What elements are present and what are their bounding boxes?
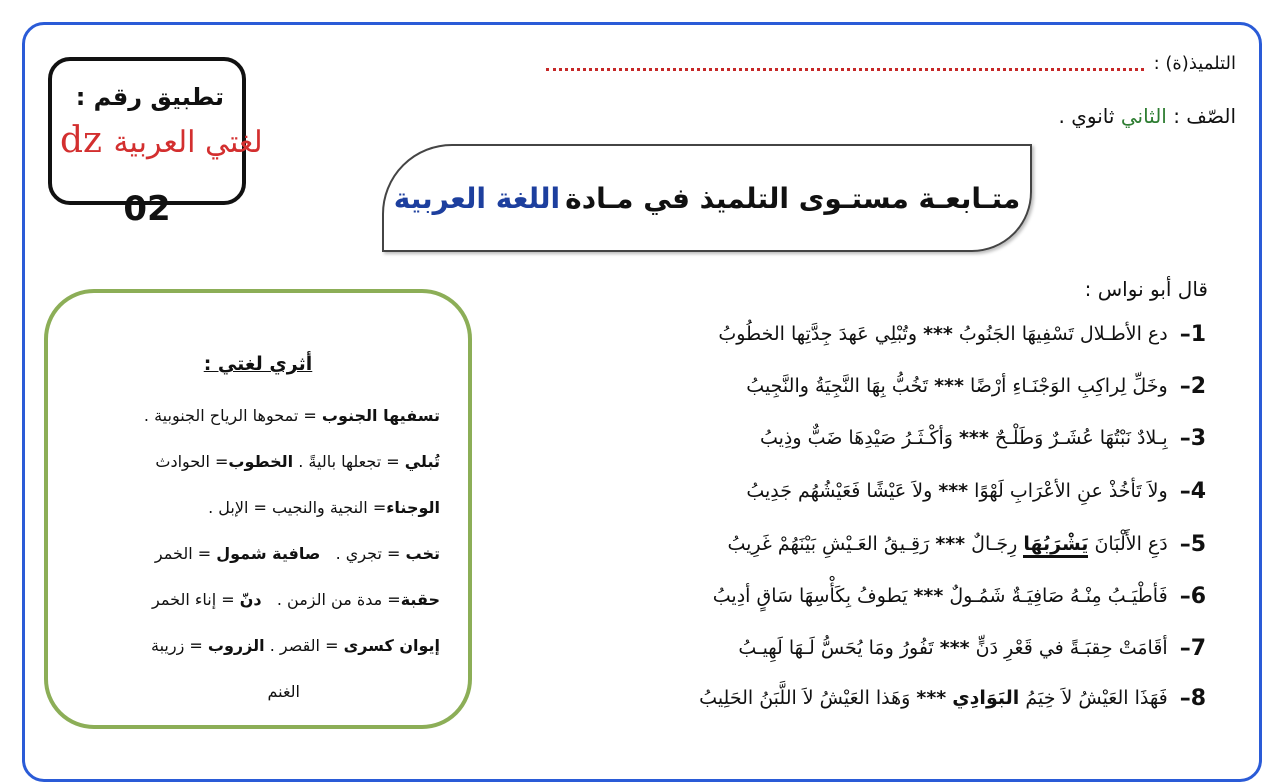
title-main: متـابعـة مستـوى التلميذ في مـادة <box>565 181 1021 215</box>
application-label: تطبيق رقم : <box>75 83 224 111</box>
verse-5: 5– دَعِ الأَلْبَانَ يَشْرَبُهَا رِجَـالٌ *** رَقِـيقُ العَـيْشِ بَيْنَهُمْ غَرِيبُ <box>727 531 1206 557</box>
vocab-line: تخب = تجري . صافية شمول = الخمر <box>154 544 440 563</box>
vocab-line: حقبة= مدة من الزمن . دنّ = إناء الخمر <box>152 590 440 609</box>
student-label: التلميذ(ة) : <box>1153 52 1236 74</box>
verse-3: 3– بِـلادٌ نَبْتُهَا عُشَـرٌ وَطَلْـحٌ *** وَأكْـثَـرُ صَيْدِهَا ضَبٌّ وذِيبُ <box>759 425 1206 451</box>
vocab-line: إيوان كسرى = القصر . الزروب = زريبة <box>151 636 440 655</box>
vocabulary-box <box>44 289 472 729</box>
verse-1: 1– دع الأطـلال تَسْفِيهَا الجَنُوبُ *** وتُبْلِي عَهدَ جِدَّتِها الخطُوبُ <box>718 321 1206 347</box>
vocabulary-heading: أثري لغتي : <box>203 353 313 375</box>
vocab-line: تُبلي = تجعلها باليةً . الخطوب= الحوادث <box>155 452 440 471</box>
vocab-line: تسفيها الجنوب = تمحوها الرياح الجنوبية . <box>143 406 440 425</box>
vocabulary-list <box>68 393 440 715</box>
verse-2: 2– وخَلِّ لِراكِبِ الوَجْنَـاءِ أرْضًا *** تَخُبُّ بِهَا النَّجِيَةُ والنَّجِيبُ <box>746 373 1206 399</box>
vocab-line: الغنم <box>267 682 300 701</box>
verse-8: 8– فَهَذَا العَيْشُ لاَ خِيَمُ البَوَادِي *** وَهَذا العَيْشُ لاَ اللَّبَنُ الحَلِيبُ <box>699 685 1206 711</box>
student-name-field[interactable] <box>546 56 1144 71</box>
class-line <box>1059 104 1236 128</box>
verse-4: 4– ولاَ تَأخُذْ عنِ الأعْرَابِ لَهْوًا *** ولاَ عَيْشًا فَعَيْشُهُم جَدِيبُ <box>746 478 1206 504</box>
verse-7: 7– أقَامَتْ حِقبَـةً في قَعْرِ دَنٍّ *** تَفُورُ ومَا يُحَسُّ لَـهَا لَهِيـبُ <box>738 635 1206 661</box>
watermark-arabic: لغتي العربية <box>113 125 263 160</box>
verse-6: 6– فَأطْيَـبُ مِنْـهُ صَافِيَـةٌ شَمُـولٌ *** يَطوفُ بِكَأْسِهَا سَاقٍ أدِيبُ <box>712 583 1206 609</box>
vocab-line: الوجناء= النجية والنجيب = الإبل . <box>208 498 440 517</box>
student-name-line <box>536 48 1236 78</box>
title-subject: اللغة العربية <box>393 181 561 215</box>
poem-intro: قال أبو نواس : <box>1084 277 1208 301</box>
underlined-word: يَشْرَبُهَا <box>1023 533 1088 558</box>
class-type: ثانوي . <box>1058 104 1115 128</box>
title-box <box>382 144 1032 252</box>
class-level: الثاني <box>1120 104 1167 128</box>
watermark <box>60 120 263 161</box>
application-number: 02 <box>123 189 171 229</box>
class-label: الصّف : <box>1173 104 1236 128</box>
watermark-latin: dz <box>60 120 103 161</box>
